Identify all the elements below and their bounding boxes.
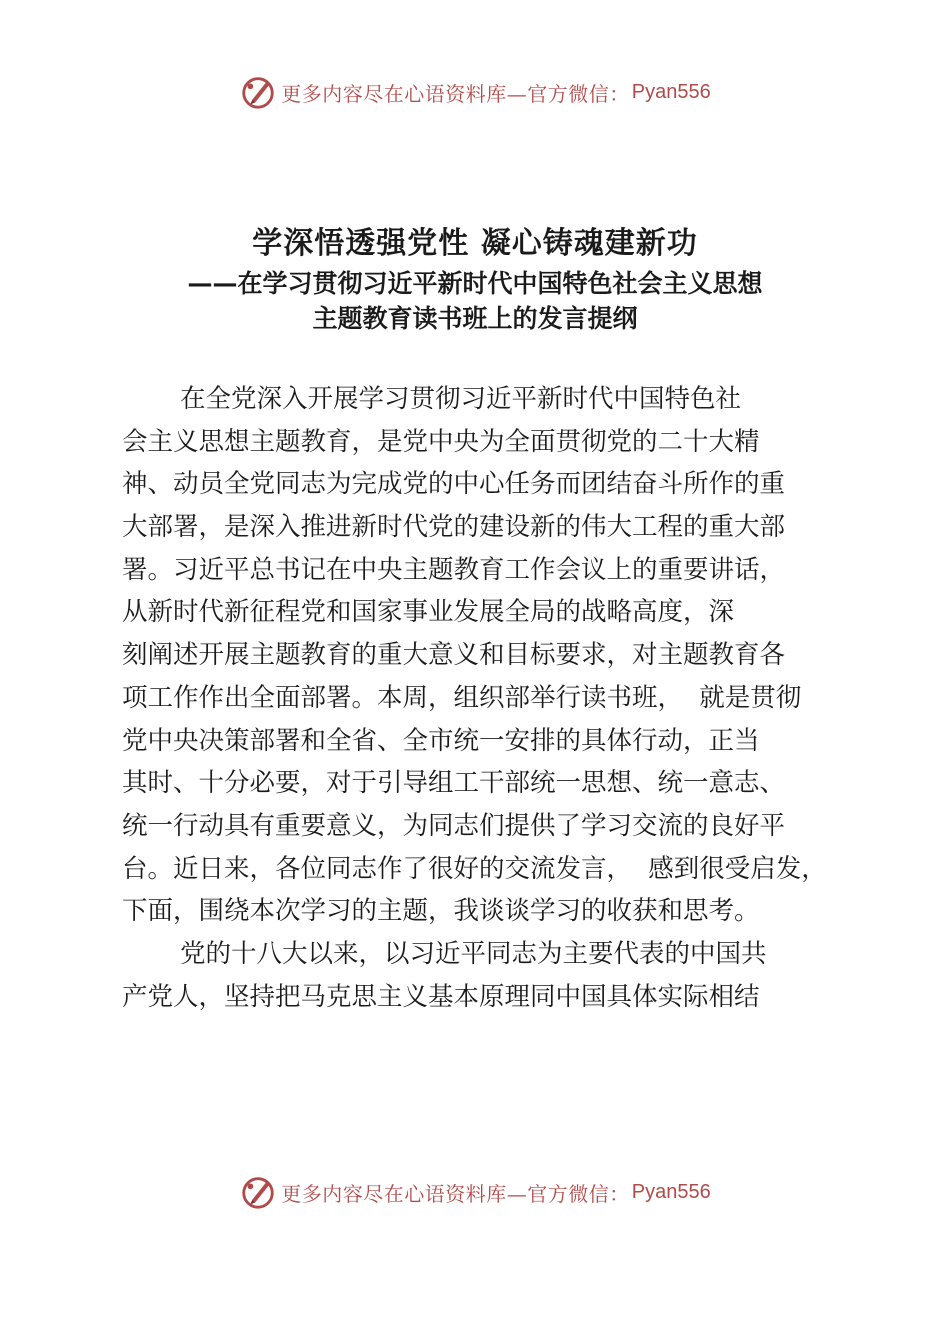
paragraph-line: 统一行动具有重要意义，为同志们提供了学习交流的良好平 — [122, 810, 786, 841]
footer-banner — [0, 1170, 950, 1214]
paragraph-line: 项工作作出全面部署。本周，组织部举行读书班， 就是贯彻 — [122, 682, 802, 713]
banner-wechat-id: Pyan556 — [631, 1180, 711, 1203]
paragraph-line: 党中央决策部署和全省、全市统一安排的具体行动，正当 — [122, 725, 760, 756]
paragraph-line: 台。近日来，各位同志作了很好的交流发言， 感到很受启发， — [122, 853, 827, 884]
paragraph-line: 产党人，坚持把马克思主义基本原理同中国具体实际相结 — [122, 981, 760, 1012]
pen-logo-icon — [239, 1173, 277, 1211]
document-title: 学深悟透强党性 凝心铸魂建新功 — [252, 226, 698, 261]
banner-wechat-id: Pyan556 — [631, 80, 711, 103]
pen-logo-icon — [239, 73, 277, 111]
banner-text: 更多内容尽在心语资料库—官方微信： — [281, 81, 630, 106]
paragraph-line: 神、动员全党同志为完成党的中心任务而团结奋斗所作的重 — [122, 469, 786, 500]
paragraph-line: 下面，围绕本次学习的主题，我谈谈学习的收获和思考。 — [122, 896, 760, 927]
paragraph-line: 在全党深入开展学习贯彻习近平新时代中国特色社 — [180, 384, 742, 414]
paragraph-line: 署。习近平总书记在中央主题教育工作会议上的重要讲话， — [122, 554, 786, 585]
document-subtitle-line-2: 主题教育读书班上的发言提纲 — [312, 304, 638, 333]
paragraph-line: 党的十八大以来，以习近平同志为主要代表的中国共 — [180, 938, 767, 969]
paragraph-line: 刻阐述开展主题教育的重大意义和目标要求，对主题教育各 — [122, 640, 786, 671]
paragraph-line: 从新时代新征程党和国家事业发展全局的战略高度，深 — [122, 597, 735, 628]
banner-text: 更多内容尽在心语资料库—官方微信： — [281, 1181, 630, 1206]
title-block — [0, 222, 950, 336]
header-banner — [0, 70, 950, 114]
paragraph-line: 大部署，是深入推进新时代党的建设新的伟大工程的重大部 — [122, 512, 786, 543]
document-subtitle-line-1: ——在学习贯彻习近平新时代中国特色社会主义思想 — [187, 269, 763, 298]
paragraph-line: 会主义思想主题教育，是党中央为全面贯彻党的二十大精 — [122, 426, 760, 457]
paragraph-line: 其时、十分必要，对于引导组工干部统一思想、统一意志、 — [122, 768, 786, 799]
document-body — [122, 378, 858, 1018]
